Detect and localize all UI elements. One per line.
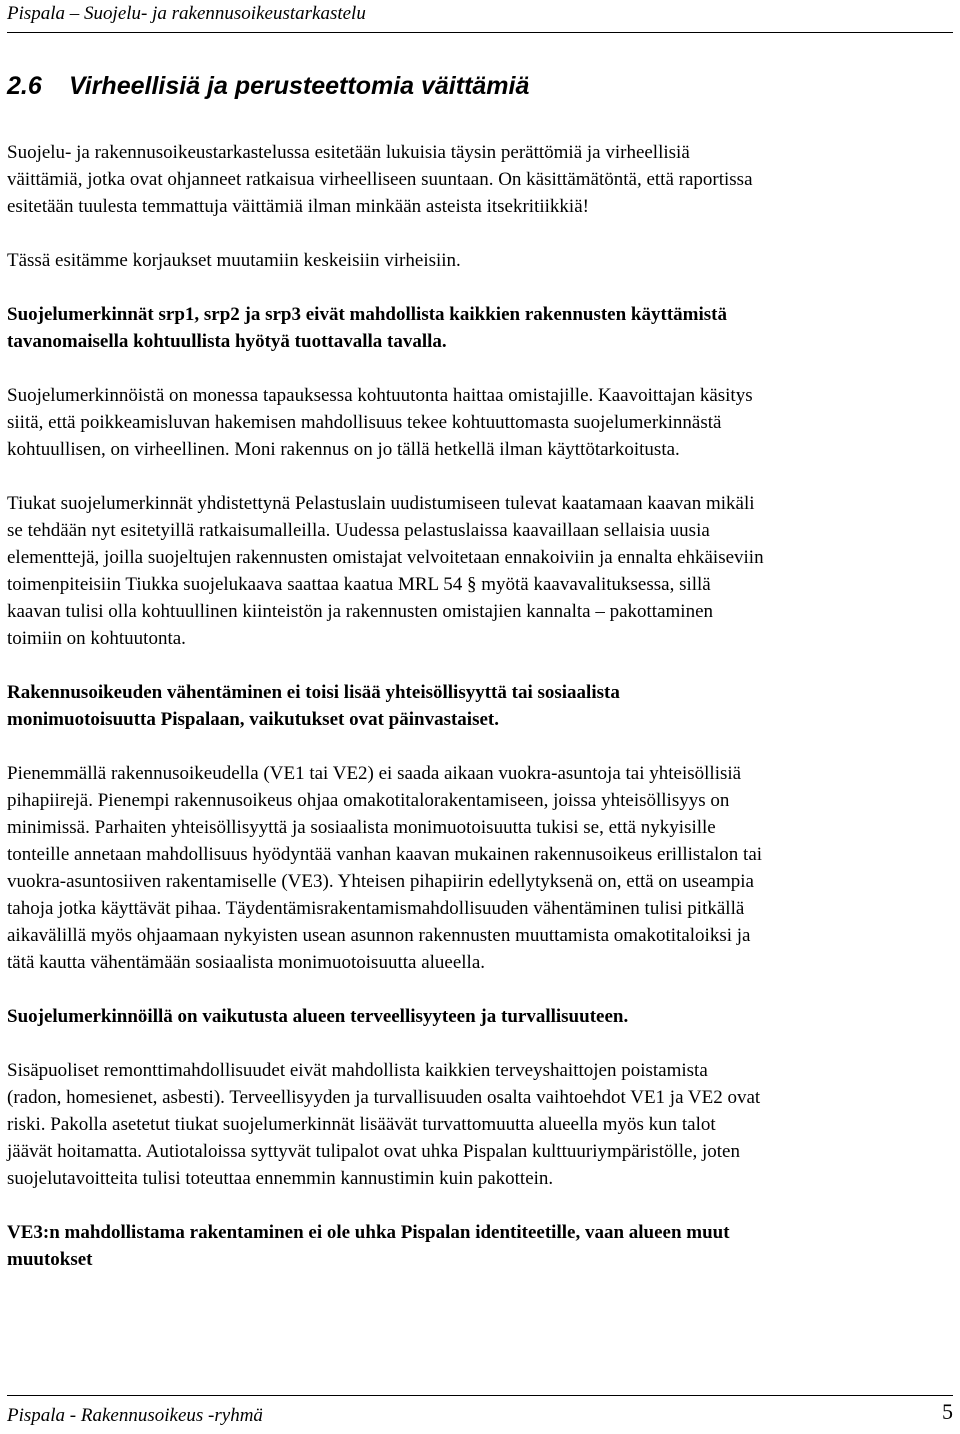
paragraph-line: Sisäpuoliset remonttimahdollisuudet eivät mahdollista kaikkien terveyshaittojen poistamista xyxy=(7,1060,708,1081)
paragraph-line: Tässä esitämme korjaukset muutamiin keskeisiin virheisiin. xyxy=(7,250,461,271)
paragraph-line: tonteille annetaan mahdollisuus hyödyntää vanhan kaavan mukainen rakennusoikeus erillistalon tai xyxy=(7,844,763,865)
paragraph-line: Suojelu- ja rakennusoikeustarkastelussa esitetään lukuisia täysin perättömiä ja virheellisiä xyxy=(7,142,690,163)
bold-statement-paragraph xyxy=(7,1003,955,1030)
running-footer xyxy=(7,1395,953,1428)
paragraph-line: toimiin on kohtuutonta. xyxy=(7,628,186,649)
paragraph-line: esitetään tuulesta temmattuja väittämiä ilman minkään asteista itsekritiikkiä! xyxy=(7,196,589,217)
paragraph-line: riski. Pakolla asetetut tiukat suojelumerkinnät lisäävät turvattomuutta alueella myös kun talot xyxy=(7,1114,716,1135)
paragraph-line: tätä kautta vähentämään sosiaalista monimuotoisuutta alueella. xyxy=(7,952,486,973)
paragraph-line: Pienemmällä rakennusoikeudella (VE1 tai VE2) ei saada aikaan vuokra-asuntoja tai yhteisöllisiä xyxy=(7,763,742,784)
paragraph-line: väittämiä, jotka ovat ohjanneet ratkaisua virheelliseen suuntaan. On käsittämätöntä, että raportissa xyxy=(7,169,753,190)
bold-statement-paragraph xyxy=(7,301,955,355)
paragraph-line: kohtuullisen, on virheellinen. Moni rakennus on jo tällä hetkellä ilman käyttötarkoitusta. xyxy=(7,439,680,460)
section-number: 2.6 xyxy=(7,72,42,100)
paragraph-line: Rakennusoikeuden vähentäminen ei toisi lisää yhteisöllisyyttä tai sosiaalista xyxy=(7,682,620,703)
paragraph-line: tavanomaisella kohtuullista hyötyä tuottavalla tavalla. xyxy=(7,331,447,352)
page-number: 5 xyxy=(942,1399,953,1424)
paragraph-line: Tiukat suojelumerkinnät yhdistettynä Pelastuslain uudistumiseen tulevat kaatamaan kaavan mikäli xyxy=(7,493,755,514)
bold-statement-paragraph xyxy=(7,1219,955,1273)
paragraph-line: muutokset xyxy=(7,1249,93,1270)
paragraph-line: se tehdään nyt esitetyillä ratkaisumalleilla. Uudessa pelastuslaissa kaavaillaan sellaisia uusia xyxy=(7,520,710,541)
paragraph-line: toimenpiteisiin Tiukka suojelukaava saattaa kaatua MRL 54 § myötä kaavavalituksessa, sillä xyxy=(7,574,711,595)
body-paragraph xyxy=(7,1057,955,1192)
body-paragraph xyxy=(7,247,955,274)
body-paragraph xyxy=(7,490,955,652)
paragraph-line: (radon, homesienet, asbesti). Terveellisyyden ja turvallisuuden osalta vaihtoehdot VE1 ja VE2 ovat xyxy=(7,1087,761,1108)
body-paragraph xyxy=(7,139,955,220)
paragraph-line: siitä, että poikkeamisluvan hakemisen mahdollisuus tekee kohtuuttomasta suojelumerkinnästä xyxy=(7,412,722,433)
paragraph-line: suojelutavoitteita tulisi toteuttaa ennemmin kannustimin kuin pakottein. xyxy=(7,1168,554,1189)
paragraph-line: pihapiirejä. Pienempi rakennusoikeus ohjaa omakotitalorakentamiseen, joissa yhteisöllisyys on xyxy=(7,790,730,811)
paragraph-line: kaavan tulisi olla kohtuullinen kiinteistön ja rakennusten omistajien kannalta – pakottaminen xyxy=(7,601,714,622)
body-paragraph xyxy=(7,382,955,463)
paragraph-line: jäävät hoitamatta. Autiotaloissa syttyvät tulipalot ovat uhka Pispalan kulttuuriympäristölle, joten xyxy=(7,1141,740,1162)
section-title: Virheellisiä ja perusteettomia väittämiä xyxy=(69,72,530,100)
document-page xyxy=(7,0,955,1434)
section-heading xyxy=(7,70,529,102)
paragraph-line: vuokra-asuntosiiven rakentamiselle (VE3). Yhteisen pihapiirin edellytyksenä on, että on useampia xyxy=(7,871,754,892)
paragraph-line: tahoja jotka käyttävät pihaa. Täydentämisrakentamismahdollisuuden vähentäminen tulisi pitkällä xyxy=(7,898,745,919)
paragraph-line: Suojelumerkinnät srp1, srp2 ja srp3 eivät mahdollista kaikkien rakennusten käyttämistä xyxy=(7,304,727,325)
document-body xyxy=(7,139,955,1300)
paragraph-line: minimissä. Parhaiten yhteisöllisyyttä ja sosiaalista monimuotoisuutta tukisi se, että nykyisille xyxy=(7,817,716,838)
paragraph-line: Suojelumerkinnöillä on vaikutusta alueen terveellisyyteen ja turvallisuuteen. xyxy=(7,1006,629,1027)
paragraph-line: aikavälillä myös ohjaamaan nykyisten usean asunnon rakennusten muuttamista omakotitaloiksi ja xyxy=(7,925,751,946)
header-title: Pispala – Suojelu- ja rakennusoikeustarkastelu xyxy=(7,3,366,24)
paragraph-line: monimuotoisuutta Pispalaan, vaikutukset ovat päinvastaiset. xyxy=(7,709,499,730)
paragraph-line: Suojelumerkinnöistä on monessa tapauksessa kohtuutonta haittaa omistajille. Kaavoittajan käsitys xyxy=(7,385,753,406)
body-paragraph xyxy=(7,760,955,976)
paragraph-line: elementtejä, joilla suojeltujen rakennusten omistajat velvoitetaan ennakoiviin ja ennalta ehkäiseviin xyxy=(7,547,764,568)
footer-title: Pispala - Rakennusoikeus -ryhmä xyxy=(7,1405,263,1426)
paragraph-line: VE3:n mahdollistama rakentaminen ei ole uhka Pispalan identiteetille, vaan alueen muut xyxy=(7,1222,730,1243)
running-header xyxy=(7,2,953,33)
bold-statement-paragraph xyxy=(7,679,955,733)
